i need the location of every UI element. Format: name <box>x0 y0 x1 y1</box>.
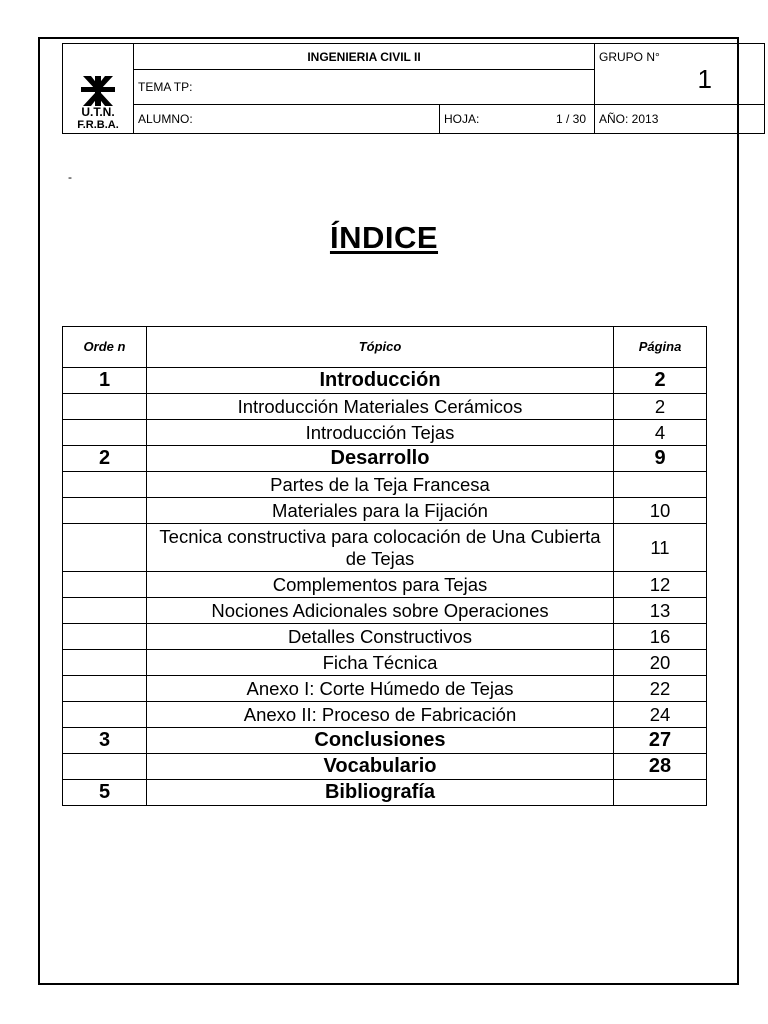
pagina-cell: 4 <box>614 420 707 446</box>
orden-cell: 3 <box>63 728 147 754</box>
pagina-cell: 22 <box>614 676 707 702</box>
hoja-label: HOJA: <box>444 112 480 126</box>
topico-cell: Detalles Constructivos <box>147 624 614 650</box>
table-row <box>63 598 707 624</box>
topico-cell: Conclusiones <box>147 728 614 754</box>
grupo-label: GRUPO N° <box>599 50 660 64</box>
topico-cell: Introducción <box>147 368 614 394</box>
pagina-cell: 12 <box>614 572 707 598</box>
topico-cell: Tecnica constructiva para colocación de Una Cubierta de Tejas <box>147 524 614 572</box>
orden-cell <box>63 524 147 572</box>
table-row <box>63 498 707 524</box>
pagina-cell <box>614 472 707 498</box>
orden-cell <box>63 394 147 420</box>
pagina-cell: 24 <box>614 702 707 728</box>
table-row <box>63 368 707 394</box>
utn-logo <box>63 44 134 134</box>
topico-cell: Introducción Tejas <box>147 420 614 446</box>
alumno-field: ALUMNO: <box>134 105 440 134</box>
table-row <box>63 572 707 598</box>
pagina-cell <box>614 780 707 806</box>
orden-cell <box>63 472 147 498</box>
topico-cell: Partes de la Teja Francesa <box>147 472 614 498</box>
table-row <box>63 780 707 806</box>
hoja-value: 1 / 30 <box>555 112 586 126</box>
pagina-cell: 2 <box>614 394 707 420</box>
orden-cell <box>63 754 147 780</box>
topico-cell: Vocabulario <box>147 754 614 780</box>
table-row <box>63 676 707 702</box>
hoja-field <box>440 105 595 134</box>
grupo-cell <box>595 44 765 105</box>
subject-title: INGENIERIA CIVIL II <box>134 44 595 70</box>
topico-cell: Introducción Materiales Cerámicos <box>147 394 614 420</box>
orden-cell <box>63 624 147 650</box>
logo-line-2: F.R.B.A. <box>77 119 119 131</box>
table-row <box>63 728 707 754</box>
index-title: ÍNDICE <box>329 220 439 255</box>
col-orden-header: Orde n <box>63 327 147 368</box>
utn-logo-icon <box>81 76 115 106</box>
orden-cell <box>63 702 147 728</box>
pagina-cell: 16 <box>614 624 707 650</box>
logo-line-1: U.T.N. <box>81 105 115 119</box>
index-table <box>62 326 707 806</box>
table-row <box>63 702 707 728</box>
pagina-cell: 27 <box>614 728 707 754</box>
pagina-cell: 2 <box>614 368 707 394</box>
header-block <box>62 43 765 134</box>
table-row <box>63 754 707 780</box>
index-header-row <box>63 327 707 368</box>
orden-cell <box>63 420 147 446</box>
col-topico-header: Tópico <box>147 327 614 368</box>
pagina-cell: 20 <box>614 650 707 676</box>
orden-cell: 1 <box>63 368 147 394</box>
pagina-cell: 28 <box>614 754 707 780</box>
pagina-cell: 13 <box>614 598 707 624</box>
topico-cell: Bibliografía <box>147 780 614 806</box>
table-row <box>63 420 707 446</box>
orden-cell <box>63 598 147 624</box>
anio-field: AÑO: 2013 <box>595 105 765 134</box>
orden-cell <box>63 572 147 598</box>
pagina-cell: 11 <box>614 524 707 572</box>
table-row <box>63 524 707 572</box>
table-row <box>63 472 707 498</box>
topico-cell: Materiales para la Fijación <box>147 498 614 524</box>
table-row <box>63 650 707 676</box>
tema-field: TEMA TP: <box>134 70 595 105</box>
orden-cell: 2 <box>63 446 147 472</box>
topico-cell: Anexo I: Corte Húmedo de Tejas <box>147 676 614 702</box>
col-pagina-header: Página <box>614 327 707 368</box>
orden-cell: 5 <box>63 780 147 806</box>
topico-cell: Complementos para Tejas <box>147 572 614 598</box>
grupo-number: 1 <box>697 64 712 94</box>
topico-cell: Anexo II: Proceso de Fabricación <box>147 702 614 728</box>
page-marker: - <box>68 170 72 184</box>
table-row <box>63 394 707 420</box>
topico-cell: Desarrollo <box>147 446 614 472</box>
table-row <box>63 624 707 650</box>
orden-cell <box>63 650 147 676</box>
table-row <box>63 446 707 472</box>
orden-cell <box>63 676 147 702</box>
pagina-cell: 9 <box>614 446 707 472</box>
topico-cell: Ficha Técnica <box>147 650 614 676</box>
orden-cell <box>63 498 147 524</box>
pagina-cell: 10 <box>614 498 707 524</box>
topico-cell: Nociones Adicionales sobre Operaciones <box>147 598 614 624</box>
